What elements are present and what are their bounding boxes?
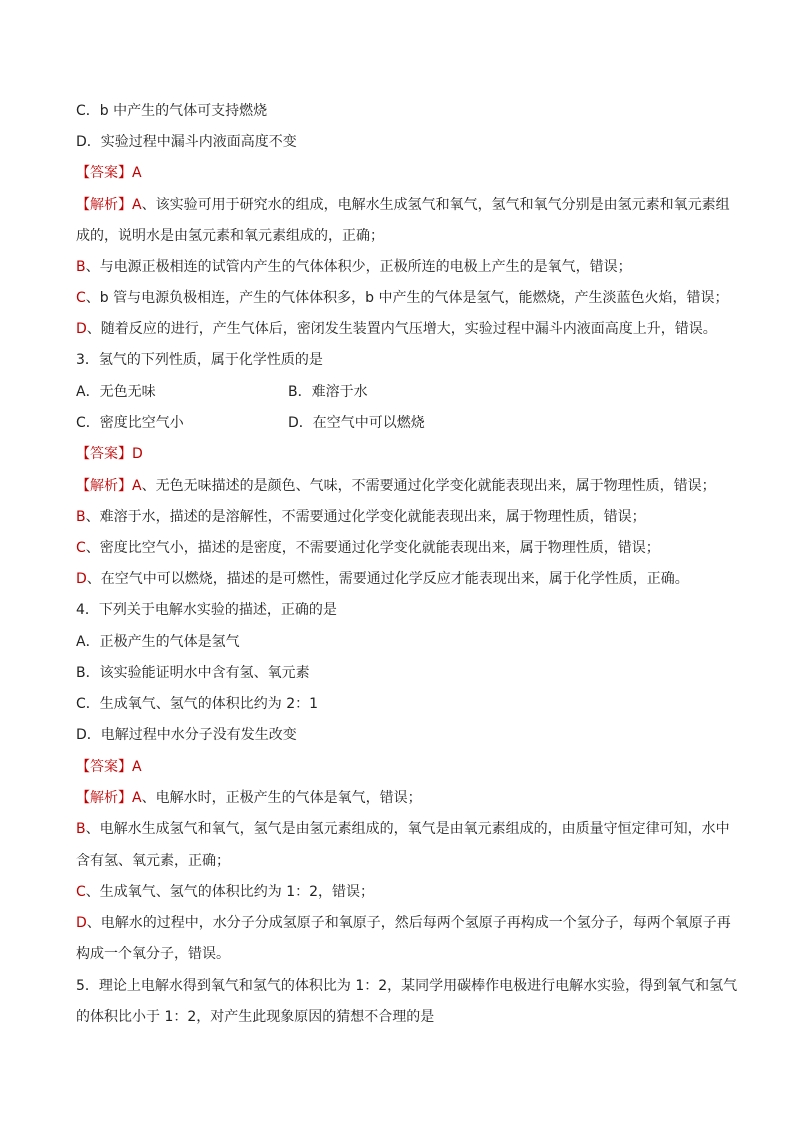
q4-answer [76,757,142,777]
q4-analysis-line [76,788,422,808]
q3-analysis-line [76,569,689,589]
analysis-prefix: B [76,509,86,525]
q4-analysis-line [76,851,230,871]
analysis-prefix: C [76,290,86,306]
answer-tag: 【答案】 [76,759,132,775]
q4-analysis-line [76,882,374,902]
q2-analysis-line [76,319,717,339]
q4-analysis-line [76,944,230,964]
analysis-prefix: A [132,478,142,494]
q4-analysis-line [76,913,731,933]
analysis-text: 、难溶于水，描述的是溶解性，不需要通过化学变化就能表现出来，属于物理性质，错误； [85,509,646,525]
analysis-tag: 【解析】 [76,790,132,806]
analysis-text: 含有氢、氧元素，正确； [76,853,230,869]
analysis-text: 、无色无味描述的是颜色、气味，不需要通过化学变化就能表现出来，属于物理性质，错误； [141,478,716,494]
analysis-text: 、在空气中可以燃烧，描述的是可燃性，需要通过化学反应才能表现出来，属于化学性质，正确。 [86,571,689,587]
analysis-prefix: C [76,540,86,556]
analysis-prefix: D [76,915,87,931]
analysis-prefix: D [76,321,87,337]
q4-option-d: D．电解过程中水分子没有发生改变 [76,727,297,743]
q2-answer [76,163,142,183]
analysis-text: 、与电源正极相连的试管内产生的气体体积少，正极所连的电极上产生的是氧气，错误； [85,259,632,275]
q3-option-c: C．密度比空气小 [76,415,184,431]
analysis-prefix: B [76,259,86,275]
analysis-text: 、随着反应的进行，产生气体后，密闭发生装置内气压增大，实验过程中漏斗内液面高度上升，错误。 [86,321,717,337]
analysis-text: 、密度比空气小，描述的是密度，不需要通过化学变化就能表现出来，属于物理性质，错误； [85,540,660,556]
q2-analysis-line [76,257,632,277]
q2-analysis-line [76,226,384,246]
analysis-prefix: A [132,790,142,806]
q5-stem-line: 5．理论上电解水得到氧气和氢气的体积比为 1：2，某同学用碳棒作电极进行电解水实验，得到氧气和氢气 [76,978,738,994]
q3-option-a: A．无色无味 [76,384,156,400]
q3-answer [76,444,143,464]
q3-analysis-line [76,538,660,558]
q2-option-d: D．实验过程中漏斗内液面高度不变 [76,134,297,150]
analysis-text: 、电解水生成氢气和氧气，氢气是由氢元素组成的，氧气是由氧元素组成的，由质量守恒定律可知，水中 [85,821,730,837]
analysis-text: 、该实验可用于研究水的组成，电解水生成氢气和氧气，氢气和氧气分别是由氢元素和氧元素组 [141,197,730,213]
analysis-tag: 【解析】 [76,197,132,213]
analysis-prefix: D [76,571,87,587]
q3-analysis-line [76,476,716,496]
q4-option-c: C．生成氧气、氢气的体积比约为 2：1 [76,696,319,712]
analysis-text: 、电解水的过程中，水分子分成氢原子和氧原子，然后每两个氢原子再构成一个氢分子，每两个氧原子再 [86,915,731,931]
q2-analysis-line [76,195,730,215]
answer-value: A [132,759,142,775]
analysis-prefix: C [76,884,86,900]
analysis-prefix: A [132,197,142,213]
q5-stem-line: 的体积比小于 1：2，对产生此现象原因的猜想不合理的是 [76,1009,435,1025]
q4-stem: 4．下列关于电解水实验的描述，正确的是 [76,602,337,618]
q4-option-a: A．正极产生的气体是氢气 [76,634,240,650]
analysis-text: 构成一个氧分子，错误。 [76,946,230,962]
analysis-tag: 【解析】 [76,478,132,494]
q2-option-c: C．b 中产生的气体可支持燃烧 [76,103,268,119]
answer-tag: 【答案】 [76,446,132,462]
q3-option-b: B．难溶于水 [288,384,368,400]
q4-option-b: B．该实验能证明水中含有氢、氧元素 [76,665,310,681]
analysis-text: 、电解水时，正极产生的气体是氧气，错误； [141,790,422,806]
answer-value: A [132,165,142,181]
q2-analysis-line [76,288,728,308]
analysis-prefix: B [76,821,86,837]
q3-stem: 3．氢气的下列性质，属于化学性质的是 [76,352,323,368]
analysis-text: 、生成氧气、氢气的体积比约为 1：2，错误； [85,884,375,900]
q3-option-d: D．在空气中可以燃烧 [288,415,425,431]
answer-tag: 【答案】 [76,165,132,181]
analysis-text: 成的，说明水是由氢元素和氧元素组成的，正确； [76,228,384,244]
answer-value: D [132,446,143,462]
q4-analysis-line [76,819,730,839]
q3-analysis-line [76,507,646,527]
analysis-text: 、b 管与电源负极相连，产生的气体体积多，b 中产生的气体是氢气，能燃烧，产生淡蓝色火焰，错误； [85,290,729,306]
